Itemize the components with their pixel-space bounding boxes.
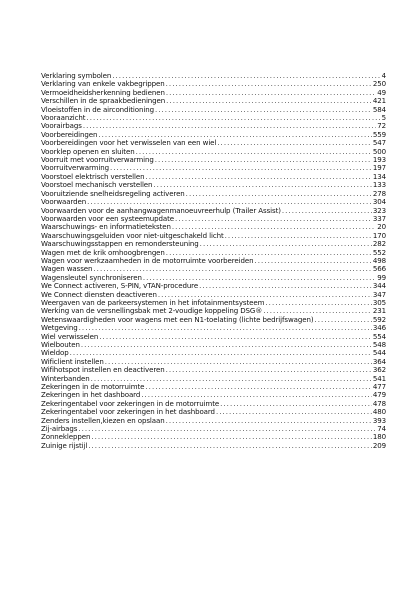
entry-title: Zekeringentabel voor zekeringen in het dashboard — [41, 408, 215, 417]
dot-leader — [220, 400, 372, 408]
dot-leader — [81, 341, 372, 349]
index-entry — [41, 223, 386, 231]
entry-page-number: 282 — [372, 240, 386, 249]
entry-page-number: 559 — [372, 130, 386, 139]
entry-title: Voorbereidingen — [41, 130, 98, 139]
index-entry — [41, 307, 386, 315]
alphabetical-index — [41, 72, 386, 450]
index-entry — [41, 383, 386, 391]
entry-title: Verklaring symbolen — [41, 72, 112, 80]
entry-title: Wagen voor werkzaamheden in de motorruimte voorbereiden — [41, 256, 254, 265]
index-entry — [41, 433, 386, 441]
entry-title: Wificlient instellen — [41, 357, 104, 366]
dot-leader — [88, 442, 372, 450]
dot-leader — [155, 106, 372, 114]
entry-page-number: 170 — [372, 231, 386, 240]
index-entry — [41, 417, 386, 425]
entry-page-number: 193 — [372, 156, 386, 165]
entry-page-number: 421 — [372, 97, 386, 106]
index-entry — [41, 341, 386, 349]
dot-leader — [91, 375, 372, 383]
entry-page-number: 584 — [372, 105, 386, 114]
entry-title: Vooruitziende snelheidsregeling activeren — [41, 189, 185, 198]
dot-leader — [91, 433, 372, 441]
entry-page-number: 478 — [372, 399, 386, 408]
dot-leader — [141, 391, 372, 399]
index-entry — [41, 164, 386, 172]
entry-page-number: 541 — [372, 374, 386, 383]
index-entry — [41, 375, 386, 383]
entry-title: Voorstoel elektrisch verstellen — [41, 172, 145, 181]
dot-leader — [78, 425, 376, 433]
index-entry — [41, 173, 386, 181]
index-entry — [41, 181, 386, 189]
entry-title: Wagen met de krik omhoogbrengen — [41, 248, 165, 257]
index-entry — [41, 89, 386, 97]
index-entry — [41, 148, 386, 156]
entry-title: Verklaring van enkele vakbegrippen — [41, 80, 165, 89]
index-entry — [41, 400, 386, 408]
entry-title: Wifihotspot instellen en deactiveren — [41, 366, 165, 375]
entry-page-number: 197 — [372, 164, 386, 173]
entry-page-number: 552 — [372, 248, 386, 257]
entry-page-number: 133 — [372, 181, 386, 190]
dot-leader — [265, 299, 371, 307]
entry-page-number: 554 — [372, 332, 386, 341]
dot-leader — [263, 307, 372, 315]
entry-title: Winterbanden — [41, 374, 90, 383]
entry-title: Vooraanzicht — [41, 114, 86, 123]
dot-leader — [158, 291, 372, 299]
entry-page-number: 480 — [372, 408, 386, 417]
entry-page-number: 347 — [372, 290, 386, 299]
dot-leader — [166, 417, 372, 425]
entry-title: We Connect diensten deactiveren — [41, 290, 157, 299]
entry-title: Wieldop — [41, 349, 69, 358]
entry-page-number: 344 — [372, 282, 386, 291]
dot-leader — [87, 198, 372, 206]
index-entry — [41, 249, 386, 257]
dot-leader — [175, 215, 372, 223]
entry-title: Voorwaarden — [41, 198, 87, 207]
entry-title: Vermoeidheidsherkenning bedienen — [41, 88, 165, 97]
index-entry — [41, 366, 386, 374]
entry-page-number: 72 — [377, 122, 386, 131]
dot-leader — [166, 97, 372, 105]
index-entry — [41, 333, 386, 341]
entry-title: Zekeringen in het dashboard — [41, 391, 141, 400]
dot-leader — [70, 349, 372, 357]
entry-page-number: 250 — [372, 80, 386, 89]
index-entry — [41, 240, 386, 248]
entry-page-number: 209 — [372, 441, 386, 450]
dot-leader — [254, 257, 371, 265]
entry-title: Werking van de versnellingsbak met 2-voudige koppeling DSG® — [41, 307, 263, 316]
index-entry — [41, 442, 386, 450]
dot-leader — [110, 164, 372, 172]
dot-leader — [314, 316, 371, 324]
entry-page-number: 547 — [372, 139, 386, 148]
index-entry — [41, 80, 386, 88]
entry-page-number: 479 — [372, 391, 386, 400]
dot-leader — [145, 173, 371, 181]
index-entry — [41, 316, 386, 324]
index-entry — [41, 425, 386, 433]
entry-page-number: 323 — [372, 206, 386, 215]
entry-title: Voorruit met voorruitverwarming — [41, 156, 154, 165]
entry-page-number: 393 — [372, 416, 386, 425]
index-entry — [41, 114, 386, 122]
index-entry — [41, 207, 386, 215]
index-entry — [41, 257, 386, 265]
entry-title: Voorbereidingen voor het verwisselen van een wiel — [41, 139, 217, 148]
index-entry — [41, 349, 386, 357]
entry-title: Zonnekleppen — [41, 433, 91, 442]
entry-title: Waarschuwingsstappen en remondersteuning — [41, 240, 199, 249]
entry-page-number: 548 — [372, 341, 386, 349]
index-entry — [41, 198, 386, 206]
entry-title: Voorairbags — [41, 122, 82, 131]
entry-title: Voorruitverwarming — [41, 164, 109, 173]
entry-title: Wiel verwisselen — [41, 332, 99, 341]
dot-leader — [86, 114, 380, 122]
entry-title: Wagen wassen — [41, 265, 93, 274]
index-entry — [41, 131, 386, 139]
dot-leader — [166, 80, 372, 88]
entry-title: Wetgeving — [41, 324, 78, 333]
dot-leader — [199, 282, 372, 290]
index-entry — [41, 215, 386, 223]
dot-leader — [93, 265, 371, 273]
entry-page-number: 346 — [372, 324, 386, 333]
dot-leader — [153, 181, 371, 189]
index-entry — [41, 106, 386, 114]
dot-leader — [136, 148, 372, 156]
index-entry — [41, 265, 386, 273]
dot-leader — [105, 358, 372, 366]
entry-page-number: 278 — [372, 189, 386, 198]
index-entry — [41, 156, 386, 164]
dot-leader — [143, 274, 376, 282]
dot-leader — [155, 156, 372, 164]
dot-leader — [99, 333, 372, 341]
entry-page-number: 134 — [372, 172, 386, 181]
dot-leader — [282, 207, 372, 215]
entry-page-number: 74 — [377, 425, 386, 434]
entry-page-number: 231 — [372, 307, 386, 316]
dot-leader — [172, 223, 376, 231]
entry-title: Zekeringentabel voor zekeringen in de motorruimte — [41, 399, 220, 408]
entry-title: Wetenswaardigheden voor wagens met een N1-toelating (lichte bedrijfswagen) — [41, 315, 314, 324]
index-entry — [41, 72, 386, 80]
entry-page-number: 544 — [372, 349, 386, 358]
entry-page-number: 49 — [377, 88, 386, 97]
index-entry — [41, 324, 386, 332]
entry-page-number: 500 — [372, 147, 386, 156]
dot-leader — [98, 131, 372, 139]
index-entry — [41, 190, 386, 198]
entry-page-number: 305 — [372, 298, 386, 307]
entry-page-number: 99 — [377, 273, 386, 282]
entry-title: Waarschuwingsgeluiden voor niet-uitgeschakeld licht — [41, 231, 224, 240]
entry-page-number: 592 — [372, 315, 386, 324]
entry-title: Vloeistoffen in de airconditioning — [41, 105, 154, 114]
dot-leader — [166, 366, 372, 374]
index-entry — [41, 97, 386, 105]
entry-page-number: 364 — [372, 357, 386, 366]
entry-title: Zij-airbags — [41, 425, 78, 434]
entry-title: Voorwaarden voor de aanhangwagenmanoeuvreerhulp (Trailer Assist) — [41, 206, 281, 215]
dot-leader — [166, 89, 376, 97]
entry-page-number: 498 — [372, 256, 386, 265]
index-entry — [41, 282, 386, 290]
entry-title: Wagensleutel synchroniseren — [41, 273, 142, 282]
index-entry — [41, 358, 386, 366]
index-entry — [41, 408, 386, 416]
entry-title: Zenders instellen,kiezen en opslaan — [41, 416, 165, 425]
entry-title: Waarschuwings- en informatieteksten — [41, 223, 171, 232]
entry-title: Voorwaarden voor een systeemupdate — [41, 214, 175, 223]
dot-leader — [79, 324, 372, 332]
entry-title: Weergaven van de parkeersystemen in het infotainmentsysteem — [41, 298, 265, 307]
entry-page-number: 5 — [381, 114, 386, 123]
dot-leader — [166, 249, 372, 257]
entry-page-number: 180 — [372, 433, 386, 442]
index-entry — [41, 139, 386, 147]
entry-title: Zekeringen in de motorruimte — [41, 383, 145, 392]
index-entry — [41, 299, 386, 307]
dot-leader — [217, 139, 372, 147]
entry-page-number: 477 — [372, 383, 386, 392]
entry-title: Zuinige rijstijl — [41, 441, 88, 450]
dot-leader — [83, 122, 376, 130]
index-entry — [41, 291, 386, 299]
entry-title: Wielbouten — [41, 341, 80, 349]
dot-leader — [145, 383, 371, 391]
entry-page-number: 20 — [377, 223, 386, 232]
dot-leader — [200, 240, 372, 248]
entry-title: Voorklep openen en sluiten — [41, 147, 135, 156]
index-entry — [41, 122, 386, 130]
dot-leader — [112, 72, 380, 80]
entry-page-number: 4 — [381, 72, 386, 80]
entry-page-number: 566 — [372, 265, 386, 274]
dot-leader — [225, 232, 372, 240]
dot-leader — [216, 408, 372, 416]
dot-leader — [186, 190, 372, 198]
entry-page-number: 304 — [372, 198, 386, 207]
entry-title: Voorstoel mechanisch verstellen — [41, 181, 153, 190]
index-entry — [41, 232, 386, 240]
entry-title: Verschillen in de spraakbedieningen — [41, 97, 166, 106]
entry-title: We Connect activeren, S-PIN, vTAN-procedure — [41, 282, 199, 291]
entry-page-number: 337 — [372, 214, 386, 223]
entry-page-number: 362 — [372, 366, 386, 375]
index-entry — [41, 391, 386, 399]
index-entry — [41, 274, 386, 282]
